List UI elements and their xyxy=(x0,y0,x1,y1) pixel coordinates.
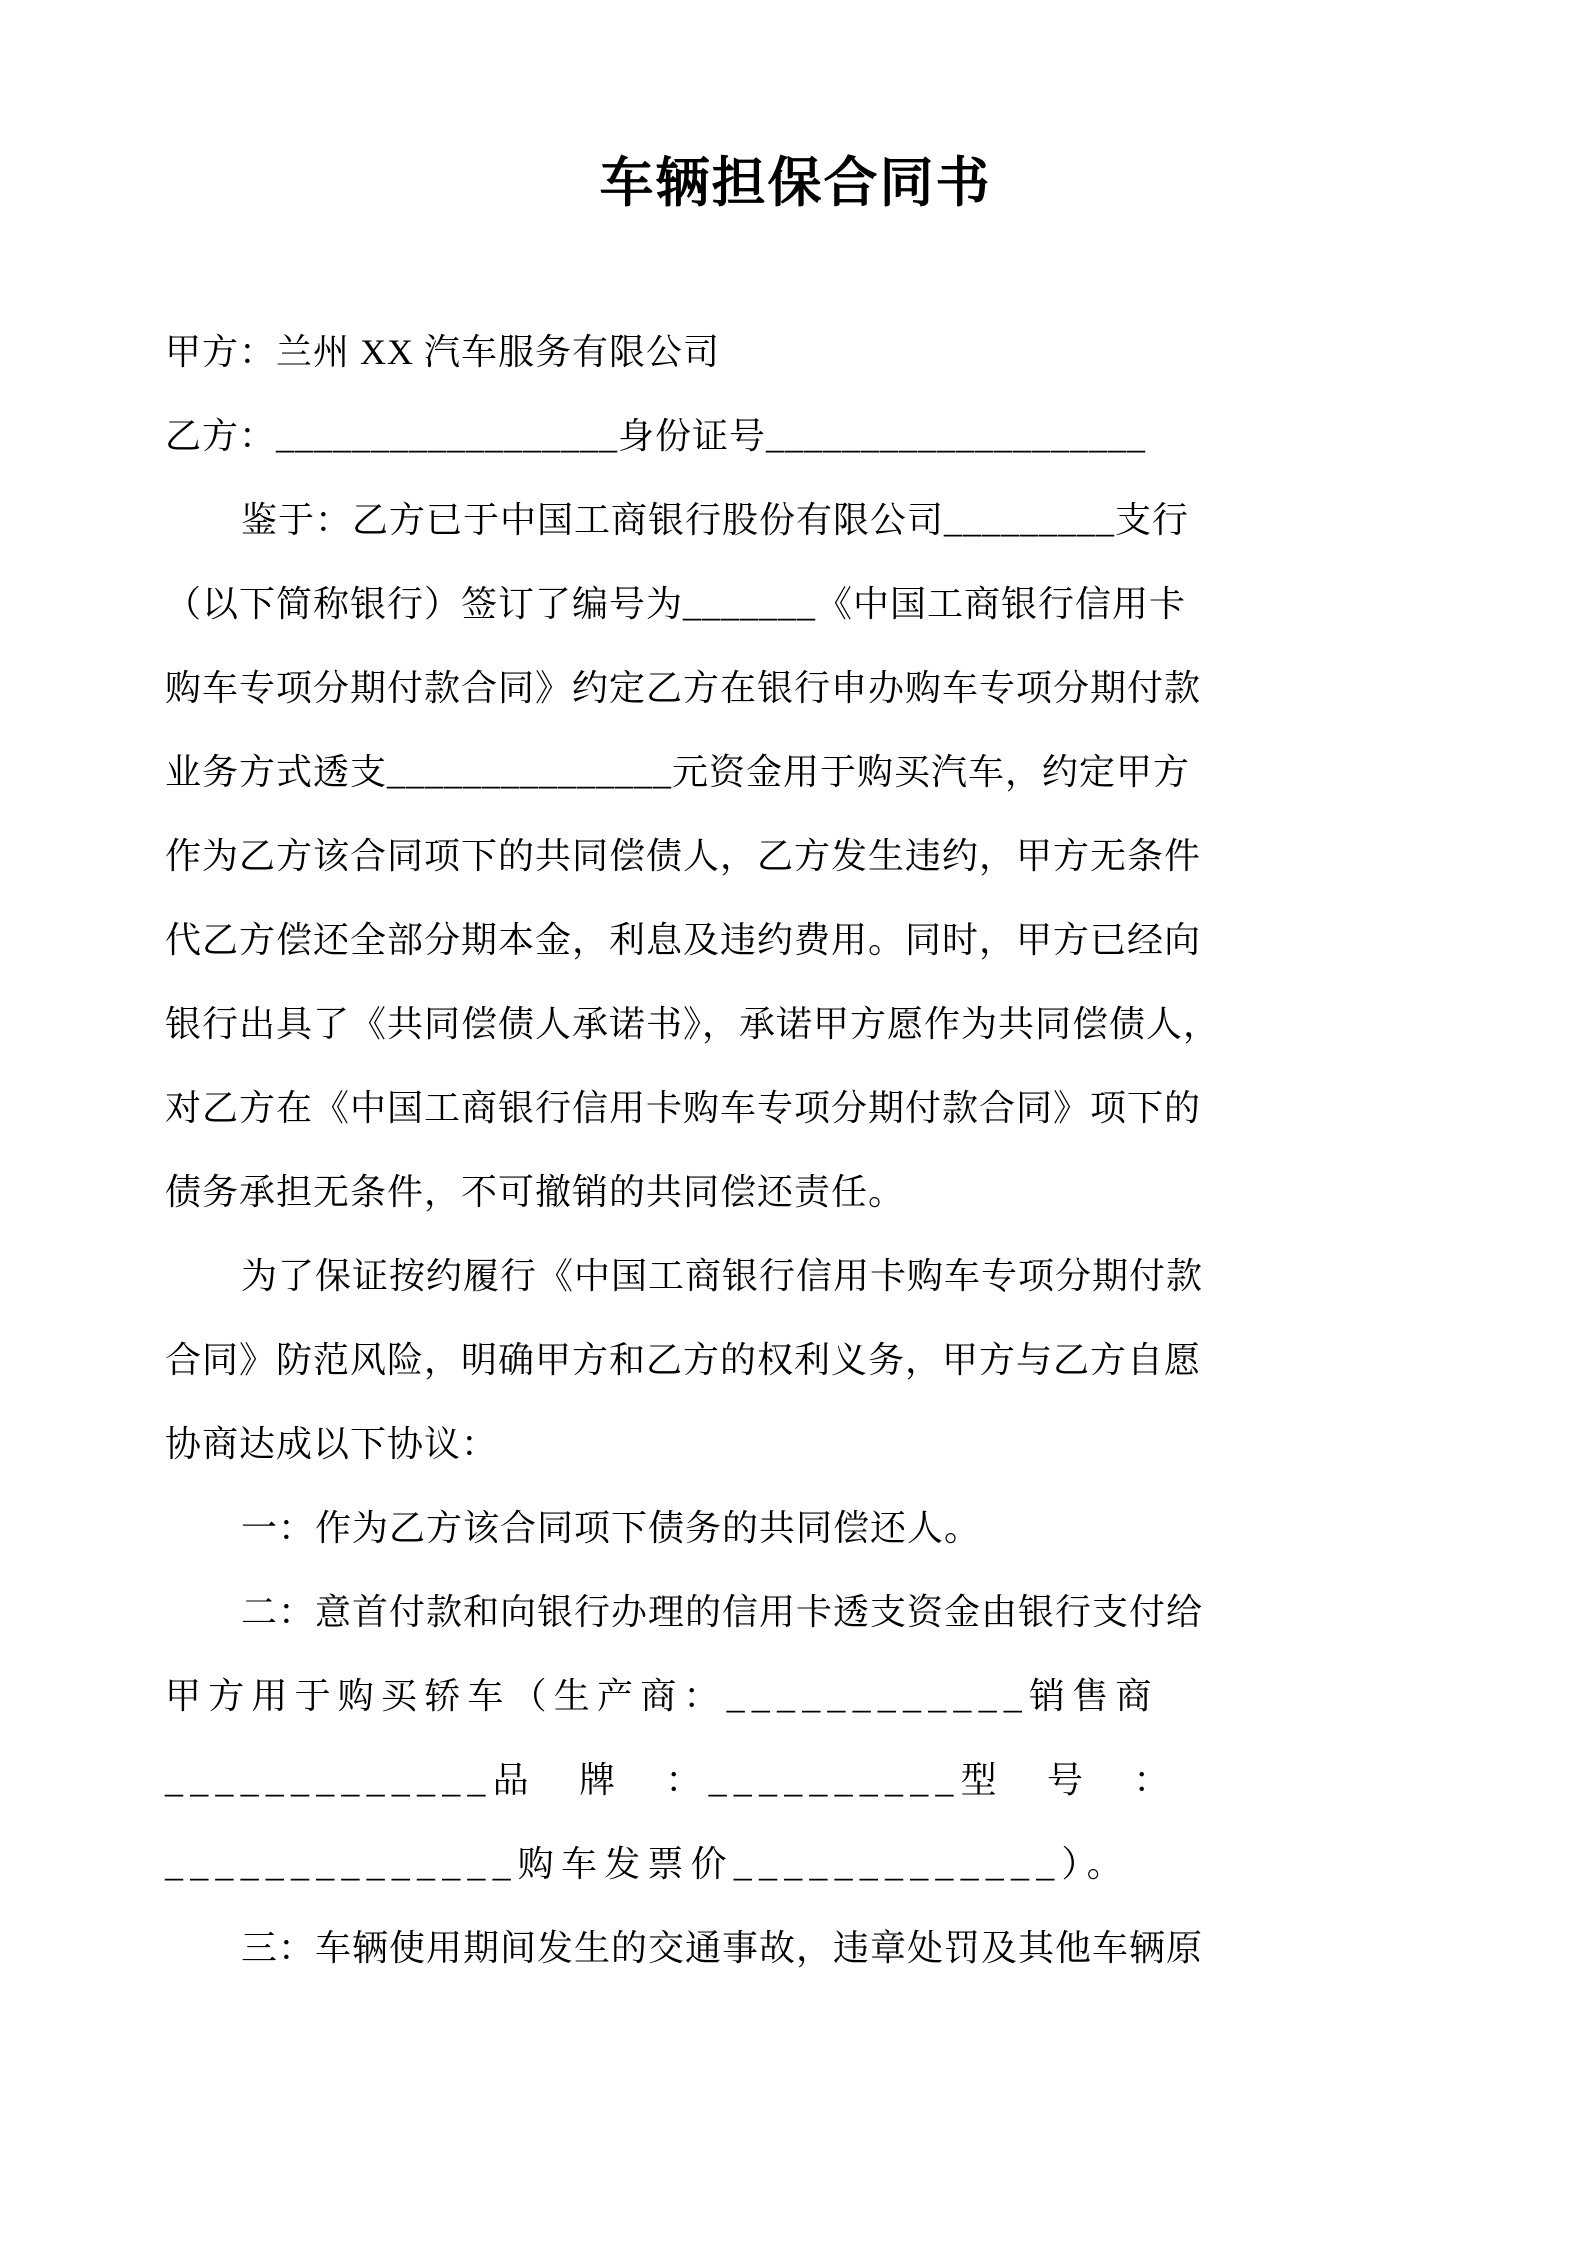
document-line: ______________购车发票价_____________）。 xyxy=(165,1844,1130,1884)
document-line: 二：意首付款和向银行办理的信用卡透支资金由银行支付给 xyxy=(241,1592,1204,1632)
document-line: 业务方式透支_______________元资金用于购买汽车，约定甲方 xyxy=(165,752,1191,792)
document-line: 代乙方偿还全部分期本金，利息及违约费用。同时，甲方已经向 xyxy=(165,920,1202,960)
document-line: 合同》防范风险，明确甲方和乙方的权利义务，甲方与乙方自愿 xyxy=(165,1340,1202,1380)
document-line: 一：作为乙方该合同项下债务的共同偿还人。 xyxy=(241,1508,982,1548)
document-body xyxy=(165,310,1426,1990)
document-line: 债务承担无条件，不可撤销的共同偿还责任。 xyxy=(165,1172,906,1212)
document-line: 甲方：兰州 XX 汽车服务有限公司 xyxy=(165,332,720,372)
document-line: 协商达成以下协议： xyxy=(165,1424,499,1464)
document-line: 鉴于：乙方已于中国工商银行股份有限公司_________支行 xyxy=(241,500,1190,540)
document-line: _____________品 牌 ：__________型 号 ： xyxy=(165,1760,1177,1800)
document-line: 作为乙方该合同项下的共同偿债人，乙方发生违约，甲方无条件 xyxy=(165,836,1202,876)
document-line: 购车专项分期付款合同》约定乙方在银行申办购车专项分期付款 xyxy=(165,668,1202,708)
page-title: 车辆担保合同书 xyxy=(599,153,992,213)
document-line: 银行出具了《共同偿债人承诺书》，承诺甲方愿作为共同偿债人， xyxy=(165,1004,1221,1044)
document-line: 甲方用于购买轿车（生产商：____________销售商 xyxy=(165,1676,1159,1716)
document-line: （以下简称银行）签订了编号为_______《中国工商银行信用卡 xyxy=(165,584,1187,624)
document-line: 乙方：__________________身份证号____________________ xyxy=(165,416,1147,456)
document-line: 对乙方在《中国工商银行信用卡购车专项分期付款合同》项下的 xyxy=(165,1088,1202,1128)
document-line: 为了保证按约履行《中国工商银行信用卡购车专项分期付款 xyxy=(241,1256,1204,1296)
document-line: 三：车辆使用期间发生的交通事故，违章处罚及其他车辆原 xyxy=(241,1928,1204,1968)
